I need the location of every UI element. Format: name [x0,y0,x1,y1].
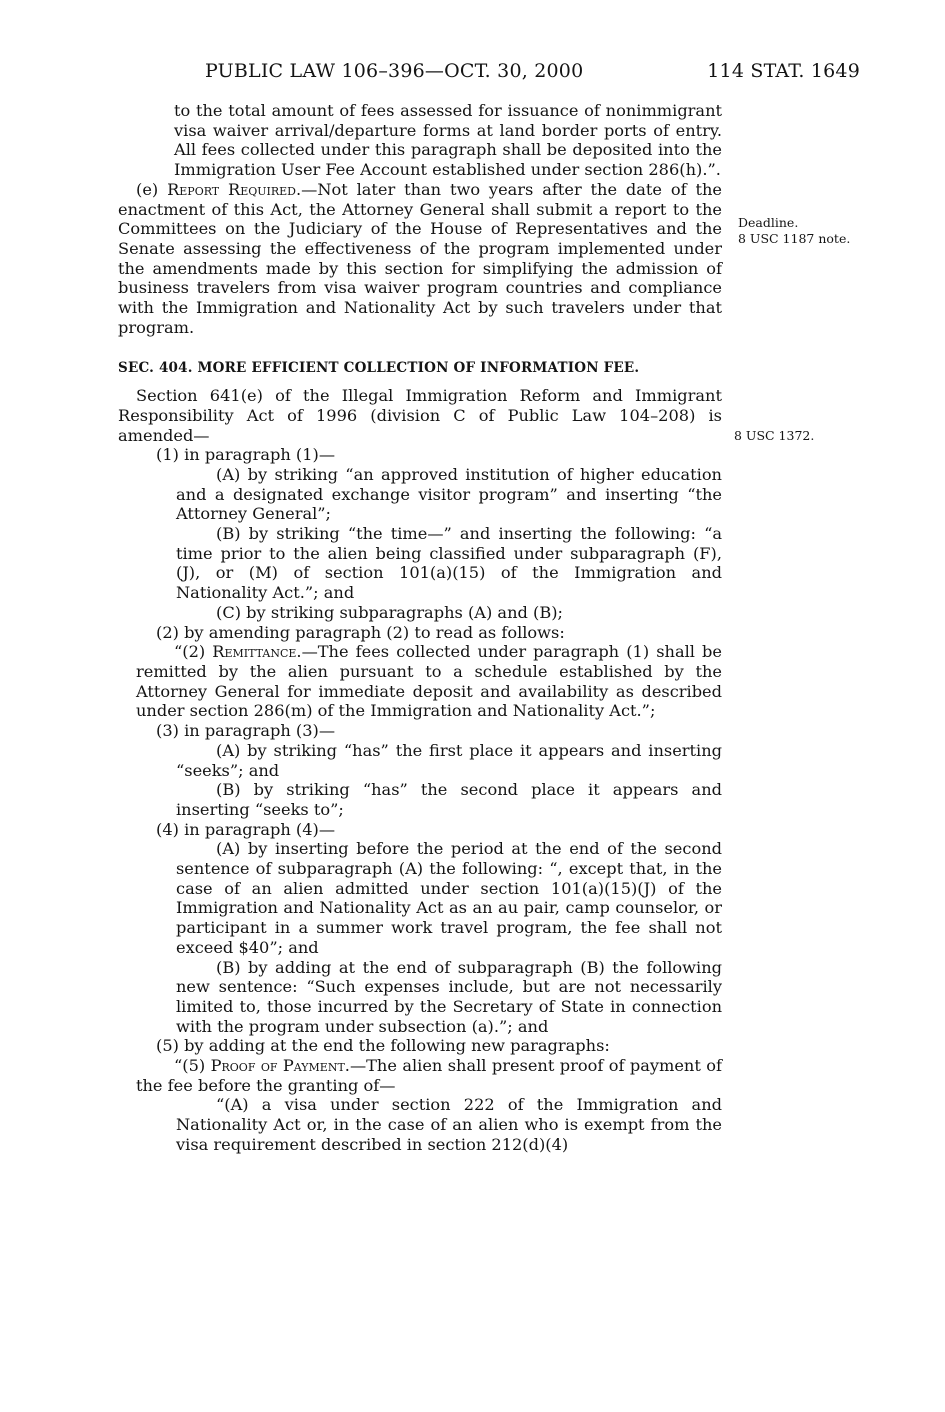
paragraph-5: (5) by adding at the end the following new paragraphs: [156,1036,610,1056]
proof-of-payment-a: “(A) a visa under section 222 of the Immigration and Nationality Act or, in the case of an alien who is exempt from the visa requirement described in section 212(d)(4) [176,1095,722,1154]
continuation-paragraph: to the total amount of fees assessed for issuance of nonimmigrant visa waiver arrival/departure forms at land border ports of entry. All fees collected under this paragraph shall be deposited into the Immigration User Fee Account established under section 286(h).”. [174,101,722,180]
paragraph-1-c: (C) by striking subparagraphs (A) and (B); [216,602,563,622]
subsection-e-heading: Report Required [167,179,296,199]
header-public-law: PUBLIC LAW 106–396—OCT. 30, 2000 [205,60,584,82]
section-404-intro: Section 641(e) of the Illegal Immigration Reform and Immigrant Responsibility Act of 1996 (division C of Public Law 104–208) is amended— [118,386,722,445]
paragraph-2: (2) by amending paragraph (2) to read as follows: [156,622,565,642]
paragraph-4-a: (A) by inserting before the period at the end of the second sentence of subparagraph (A) the following: “, except that, in the case of an alien admitted under section 101(a)(15)(J) of the Immigration and Nationality Act as an au pair, camp counselor, or participant in a summer work travel program, the fee shall not exceed $40”; and [176,839,722,957]
paragraph-4: (4) in paragraph (4)— [156,819,336,839]
remittance-heading: Remittance [212,642,297,662]
paragraph-1-b: (B) by striking “the time—” and inserting the following: “a time prior to the alien being classified under subparagraph (F), (J), or (M) of section 101(a)(15) of the Immigration and Nationality Act.”; and [176,524,722,603]
subsection-e [118,180,722,338]
margin-note-deadline: Deadline. [738,215,799,230]
proof-of-payment-paragraph [118,1056,722,1095]
running-header [205,60,860,90]
section-404-heading: SEC. 404. MORE EFFICIENT COLLECTION OF INFORMATION FEE. [118,360,640,377]
document-body [118,101,722,1155]
remittance-text: .—The fees collected under paragraph (1) shall be remitted by the alien pursuant to a schedule established by the Attorney General for immediate deposit and availability as described under section 286(m) of the Immigration and Nationality Act.”; [136,642,722,721]
paragraph-1: (1) in paragraph (1)— [156,445,336,465]
paragraph-3: (3) in paragraph (3)— [156,721,336,741]
proof-of-payment-text: .—The alien shall present proof of payment of the fee before the granting of— [136,1056,722,1095]
subsection-e-text: .—Not later than two years after the date of the enactment of this Act, the Attorney General shall submit a report to the Committees on the Judiciary of the House of Representatives and the Senate assessing the effectiveness of the program implemented under the amendments made by this section for simplifying the admission of business travelers from visa waiver program countries and compliance with the Immigration and Nationality Act by such travelers under that program. [118,179,722,337]
paragraph-3-b: (B) by striking “has” the second place it appears and inserting “seeks to”; [176,780,722,819]
paragraph-3-a: (A) by striking “has” the first place it appears and inserting “seeks”; and [176,740,722,780]
margin-note-usc-1372: 8 USC 1372. [734,428,815,443]
paragraph-4-b: (B) by adding at the end of subparagraph (B) the following new sentence: “Such expenses include, but are not necessarily limited to, those incurred by the Secretary of State in connection with the program under subsection (a).”; and [176,957,722,1036]
subsection-e-label: (e) [136,179,168,199]
paragraph-1-a: (A) by striking “an approved institution of higher education and a designated exchange visitor program” and inserting “the Attorney General”; [176,464,722,524]
margin-note-usc-1187: 8 USC 1187 note. [738,231,851,246]
proof-of-payment-heading: Proof of Payment [210,1056,345,1076]
remittance-paragraph [118,642,722,721]
header-stat-page: 114 STAT. 1649 [707,60,860,82]
proof-of-payment-label: “(5) [174,1056,211,1076]
remittance-label: “(2) [174,642,213,662]
